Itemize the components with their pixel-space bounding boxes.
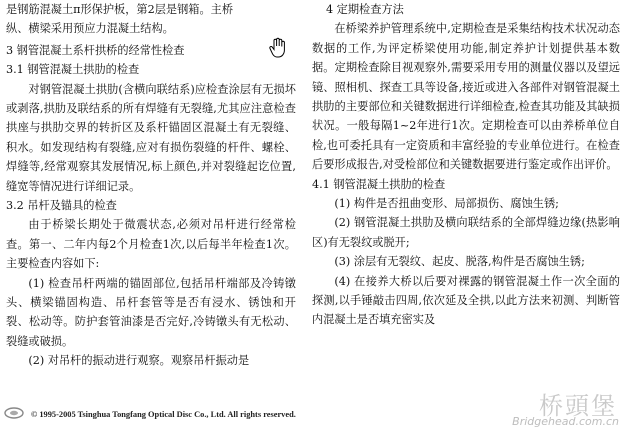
subsection-3-1-paragraph: 对钢管混凝土拱肋(含横向联结系)应检查涂层有无损坏或剥落,拱肋及联结系的所有焊缝有无裂缝,尤其应注意检查拱座与拱肋交界的转折区及系杆锚固区混凝土有无裂缝、积水。如发现结构有裂缝,应对有损伤裂缝的杆件、螺栓、焊缝等,经常观察其发展情况,标上颜色,并对裂缝起讫位置,缝宽等情况进行详细记录。 [6,82,296,193]
left-column [6,0,296,371]
right-column [312,0,620,330]
hand-cursor-icon [268,37,288,59]
list-item-2: (2) 对吊杆的振动进行观察。观察吊杆振动是 [28,354,250,368]
copyright-text: © 1995-2005 Tsinghua Tongfang Optical Disc Co., Ltd. All rights reserved. [31,410,296,419]
section-4-heading: 4 定期检查方法 [326,3,404,16]
subsection-3-2-paragraph: 由于桥梁长期处于微震状态,必须对吊杆进行经常检查。第一、二年内每2个月检查1次,以后每半年检查1次。主要检查内容如下: [6,218,296,271]
list-item-1: (1) 检查吊杆两端的锚固部位,包括吊杆端部及冷铸镦头、横梁锚固构造、吊杆套管等是否有浸水、锈蚀和开裂、松动等。防护套管油漆是否完好,冷铸镦头有无松动、裂缝或破损。 [6,276,296,348]
intro-line-2: 纵、横梁采用预应力混凝土结构。 [6,22,174,36]
watermark-url: Bridgehead.com.cn [512,415,619,428]
subsection-4-1-heading: 4.1 钢管混凝土拱肋的检查 [312,177,446,191]
section-4-paragraph: 在桥梁养护管理系统中,定期检查是采集结构技术状况动态数据的工作,为评定桥梁使用功能,制定养护计划提供基本数据。定期检查除目视观察外,需要采用专用的测量仪器以及望远镜、照相机、探查工具等设备,接近或进入各部件对钢管混凝土拱肋的主要部位和关键数据进行详细检查,检查其功能及其缺损状况。一般每隔1~2年进行1次。定期检查可以由养桥单位自检,也可委托具有一定资质和丰富经验的专业单位进行。在检查后要形成报告,对受检部位和关键数据要进行鉴定或作出评价。 [312,22,620,172]
watermark [480,382,625,432]
check-item-4: (4) 在接养大桥以后要对裸露的钢管混凝土作一次全面的探测,以手锤敲击四周,依次延及全拱,以此方法来初测、判断管内混凝土是否填充密实及 [312,274,620,327]
section-3-heading: 3 钢管混凝土系杆拱桥的经常性检查 [6,43,185,57]
subsection-3-1-heading: 3.1 钢管混凝土拱肋的检查 [6,63,140,77]
publisher-logo-icon [3,405,25,421]
check-item-2: (2) 钢管混凝土拱肋及横向联结系的全部焊缝边缘(热影响区)有无裂纹或脱开; [312,216,620,249]
intro-line-1: 是钢筋混凝土π形保护板，第2层是钢箱。主桥 [6,3,234,16]
check-item-3: (3) 涂层有无裂纹、起皮、脱落,构件是否腐蚀生锈; [334,255,585,269]
watermark-chinese: 桥頭堡 [539,392,617,420]
check-item-1: (1) 构件是否扭曲变形、局部损伤、腐蚀生锈; [334,197,559,211]
subsection-3-2-heading: 3.2 吊杆及锚具的检查 [6,199,117,212]
